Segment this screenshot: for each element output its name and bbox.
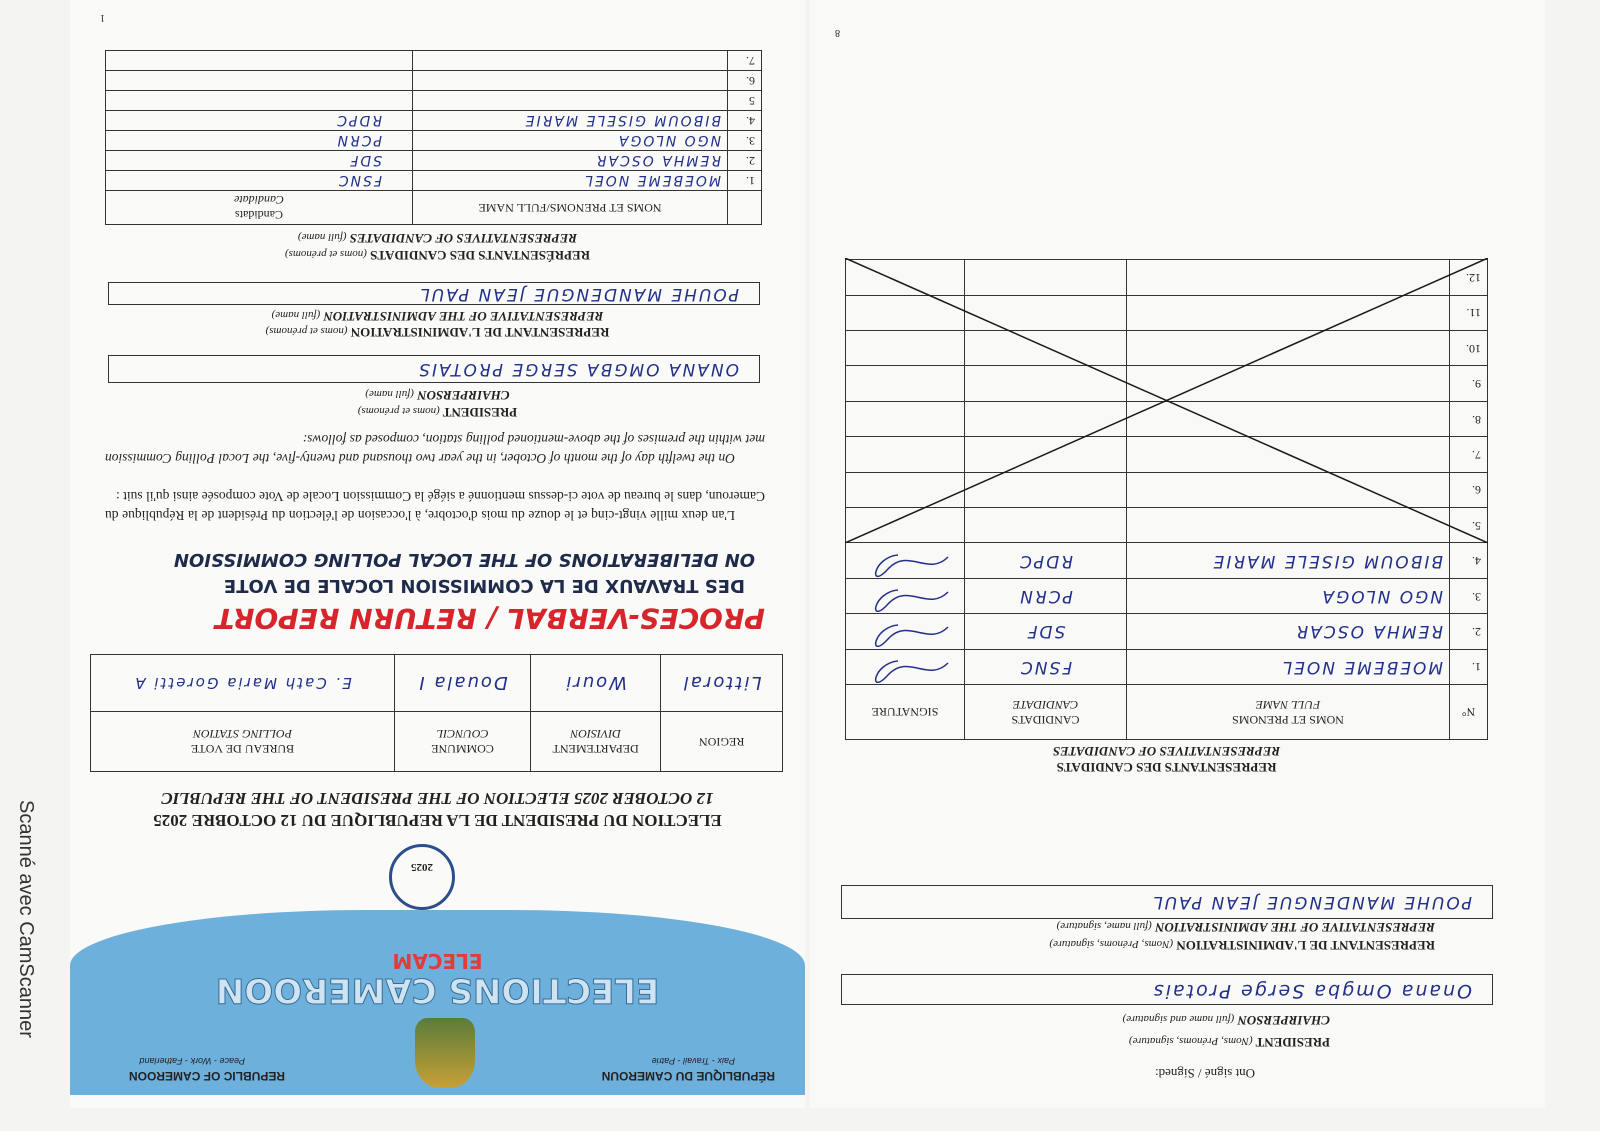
candidate-party: RDPC <box>106 111 413 131</box>
reps-label: REPRÉSENTANTS DES CANDIDATS (noms et prénoms) <box>285 248 590 263</box>
title-en: 12 OCTOBER 2025 ELECTION OF THE PRESIDENT OF THE REPUBLIC <box>161 789 714 808</box>
row-number: 4. <box>1450 543 1488 578</box>
col-full-name: NOMS ET PRENOMS FULL NAME <box>1127 685 1450 740</box>
republic-fr: RÉPUBLIQUE DU CAMEROUN <box>601 1069 775 1083</box>
camscanner-watermark: Scanné avec CamScanner <box>15 800 37 1038</box>
table-row <box>106 91 762 111</box>
col-signature: SIGNATURE <box>846 685 965 740</box>
signature-cell[interactable] <box>846 578 965 613</box>
row-number: 3. <box>1450 578 1488 613</box>
left-page <box>70 0 805 1108</box>
col-number: N° <box>1450 685 1488 740</box>
reps-label-en: REPRESENTATIVES OF CANDIDATES (full name) <box>297 231 578 246</box>
chairperson-label: CHAIRPERSON (full name and signature) <box>1122 1013 1330 1028</box>
header-region: REGION <box>661 712 783 772</box>
col-candidate: Candidats Candidate <box>106 191 413 225</box>
president-label: PRESIDENT (Noms, Prénoms, signature) <box>1128 1035 1330 1050</box>
reps-label: REPRESENTANTS DES CANDIDATS <box>1056 760 1277 775</box>
rep-name: BIBOUM GISELE MARIE <box>1127 543 1450 578</box>
row-number: 11. <box>1450 295 1488 330</box>
signature-scribble-icon <box>868 584 958 612</box>
candidate-party: SDF <box>965 614 1127 649</box>
admin-label-en: REPRESENTATIVE OF THE ADMINISTRATION (full name, signature) <box>1056 920 1435 935</box>
division-value: Wouri <box>530 655 660 712</box>
signature-cell[interactable] <box>846 543 965 578</box>
right-page <box>810 0 1545 1108</box>
reps-label-en: REPRESENTATIVES OF CANDIDATES <box>1052 744 1281 759</box>
coat-of-arms-icon <box>415 1018 475 1088</box>
candidate-party: RDPC <box>965 543 1127 578</box>
signed-label: Ont signé / Signed: <box>1154 1066 1255 1081</box>
candidate-party: FSNC <box>106 171 413 191</box>
polling-station-value: E. Cath Maria Goretti A <box>91 655 395 712</box>
table-row <box>106 131 762 151</box>
signature-cell[interactable] <box>846 614 965 649</box>
location-table <box>90 654 783 772</box>
row-number: 6. <box>1450 472 1488 507</box>
row-number: 9. <box>1450 366 1488 401</box>
rep-name: NGO NLOGA <box>413 131 728 151</box>
admin-label-en: REPRESENTATIVE OF THE ADMINISTRATION (full name) <box>271 309 604 324</box>
admin-signature-field[interactable]: POUHE MANDENGUE JEAN PAUL <box>841 885 1493 919</box>
rep-name: BIBOUM GISELE MARIE <box>413 111 728 131</box>
reps-table <box>105 50 762 225</box>
president-name-field[interactable]: ONANA OMGBA SERGE PROTAIS <box>108 355 760 383</box>
council-value: Douala I <box>395 655 531 712</box>
row-number: 2. <box>1450 614 1488 649</box>
report-title: PROCES-VERBAL / RETURN REPORT <box>215 602 765 635</box>
election-seal-icon: 2025 <box>389 844 455 910</box>
admin-label: REPRESENTANT DE L'ADMINISTRATION (Noms, Prénoms, signature) <box>1049 938 1435 953</box>
rep-name: REMHA OSCAR <box>413 151 728 171</box>
rep-name: MOEBEME NOEL <box>413 171 728 191</box>
table-row <box>106 151 762 171</box>
president-signature-field[interactable]: Onana Omgba Serge Protais <box>841 974 1493 1005</box>
row-number: 5 <box>728 91 762 111</box>
rep-name: NGO NLOGA <box>1127 578 1450 613</box>
motto-en: Peace - Work - Fatherland <box>139 1056 245 1066</box>
signature-cell[interactable] <box>846 649 965 684</box>
header-council: COMMUNE COUNCIL <box>395 712 531 772</box>
rep-name: REMHA OSCAR <box>1127 614 1450 649</box>
admin-label: REPRESENTANT DE L'ADMINISTRATION (noms et prénoms) <box>265 325 610 340</box>
signature-scribble-icon <box>868 619 958 647</box>
rep-name <box>413 91 728 111</box>
rep-name <box>413 71 728 91</box>
row-number: 2. <box>728 151 762 171</box>
table-row <box>106 171 762 191</box>
rep-name <box>413 51 728 71</box>
table-row <box>106 51 762 71</box>
region-value: Littoral <box>661 655 783 712</box>
header-division: DEPARTEMENT DIVISION <box>530 712 660 772</box>
banner-subtitle: ELECAM <box>392 949 483 973</box>
president-label: PRESIDENT (noms et prénoms) <box>357 405 518 420</box>
col-full-name: NOMS ET PRENOMS/FULL NAME <box>413 191 728 225</box>
row-number: 6. <box>728 71 762 91</box>
row-number: 12. <box>1450 260 1488 295</box>
row-number: 1. <box>1450 649 1488 684</box>
banner-title: ELECTIONS CAMEROON <box>215 970 660 1010</box>
candidate-party: SDF <box>106 151 413 171</box>
title-fr: ELECTION DU PRESIDENT DE LA REPUBLIQUE DU 12 OCTOBRE 2025 <box>153 811 722 830</box>
motto-fr: Paix - Travail - Patrie <box>651 1056 735 1066</box>
row-number: 1. <box>728 171 762 191</box>
page-number: 1 <box>100 12 105 23</box>
paragraph-fr: L'an deux mille vingt-cinq et le douze du mois d'octobre, à l'occasion de l'élection du Président de la République du Cameroun, dans le bureau de vote ci-dessus mentionné a siégé la Commission Locale de Vote composée ainsi qu'il suit : <box>105 489 765 523</box>
report-sub-fr: DES TRAVAUX DE LA COMMISSION LOCALE DE VOTE <box>223 575 745 596</box>
candidate-party <box>106 51 413 71</box>
header-polling-station: BUREAU DE VOTE POLLING STATION <box>91 712 395 772</box>
row-number: 5. <box>1450 508 1488 543</box>
row-number: 8. <box>1450 401 1488 436</box>
page-number: 8 <box>835 27 840 38</box>
table-row <box>846 649 1488 684</box>
table-row <box>106 71 762 91</box>
candidate-party: FSNC <box>965 649 1127 684</box>
row-number: 7. <box>1450 437 1488 472</box>
candidate-party: PCRN <box>106 131 413 151</box>
candidate-party <box>106 91 413 111</box>
candidate-party: PCRN <box>965 578 1127 613</box>
rep-name: MOEBEME NOEL <box>1127 649 1450 684</box>
row-number: 3. <box>728 131 762 151</box>
report-sub-en: ON DELIBERATIONS OF THE LOCAL POLLING COMMISSION <box>173 549 755 570</box>
paragraph-en: On the twelfth day of the month of October, in the year two thousand and twenty-five, the Local Polling Commission met within the premises of the above-mentioned polling station, composed as follows: <box>105 432 765 466</box>
candidate-party <box>106 71 413 91</box>
row-number: 10. <box>1450 331 1488 366</box>
row-number: 4. <box>728 111 762 131</box>
col-candidate: CANDIDATS CANDIDATE <box>965 685 1127 740</box>
table-row <box>106 111 762 131</box>
cross-out-mark <box>845 258 1488 543</box>
republic-en: REPUBLIC OF CAMEROON <box>129 1069 285 1083</box>
table-row <box>846 543 1488 578</box>
table-row <box>846 614 1488 649</box>
signature-scribble-icon <box>868 655 958 683</box>
row-number: 7. <box>728 51 762 71</box>
admin-name-field[interactable]: POUHE MANDENGUE JEAN PAUL <box>108 282 760 305</box>
table-row <box>846 578 1488 613</box>
chairperson-label: CHAIRPERSON (full name) <box>365 388 510 403</box>
signature-scribble-icon <box>868 549 958 577</box>
